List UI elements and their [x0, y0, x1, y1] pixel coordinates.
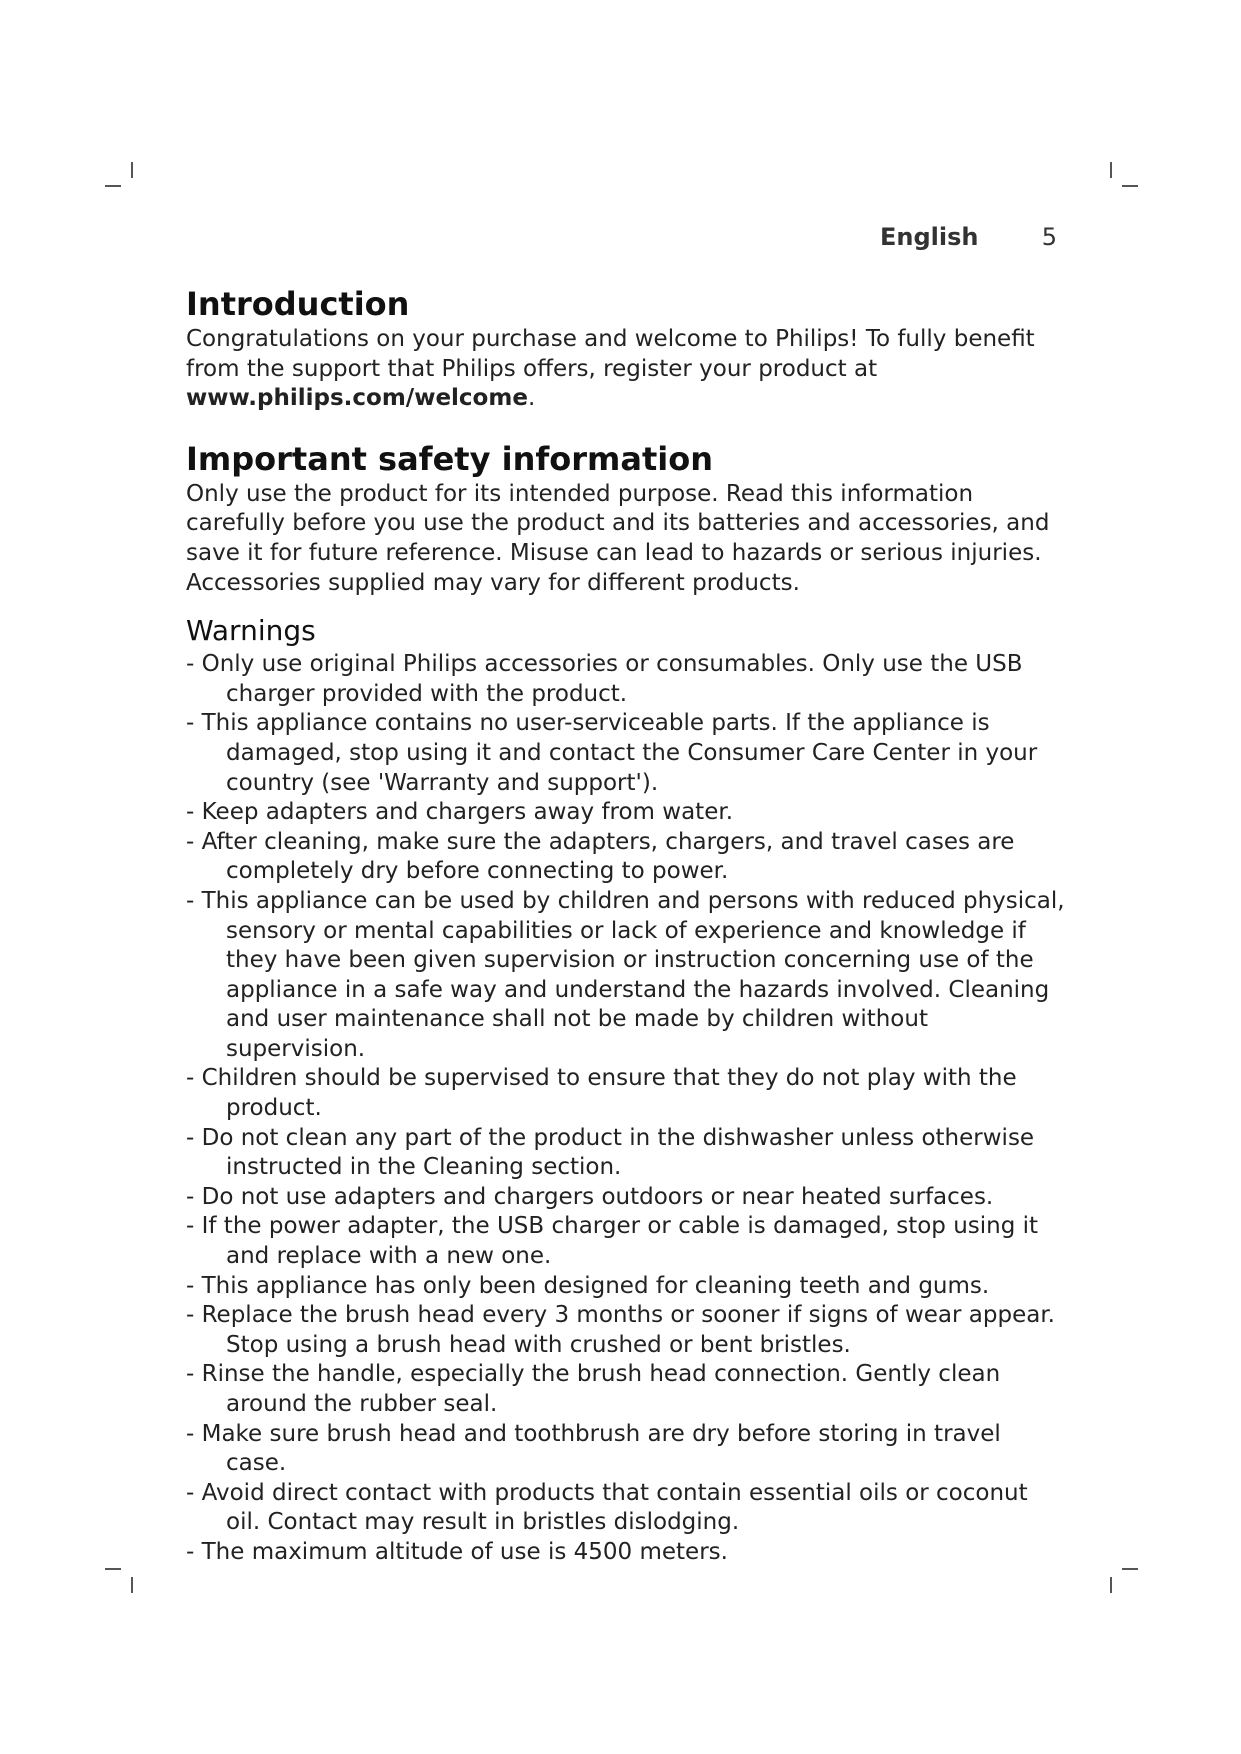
list-item: - Make sure brush head and toothbrush are dry before storing in travel case. [186, 1420, 1001, 1477]
list-item: - Do not use adapters and chargers outdoors or near heated surfaces. [186, 1183, 994, 1210]
list-item: - After cleaning, make sure the adapters, chargers, and travel cases are completely dry before connecting to power. [186, 828, 1015, 885]
crop-mark-bottom-left-v [131, 1577, 133, 1593]
crop-mark-top-left-v [131, 162, 133, 178]
safety-heading: Important safety information [186, 439, 713, 478]
list-item: - Avoid direct contact with products that contain essential oils or coconut oil. Contact may result in bristles dislodging. [186, 1479, 1028, 1536]
page-content [186, 283, 1066, 1568]
page-number: 5 [1041, 223, 1057, 251]
warnings-section [186, 612, 1066, 1567]
list-item: - Do not clean any part of the product in the dishwasher unless otherwise instructed in the Cleaning section. [186, 1124, 1035, 1181]
introduction-body: Congratulations on your purchase and welcome to Philips! To fully benefit from the support that Philips offers, register your product at [186, 326, 1035, 382]
running-header [880, 222, 1060, 252]
introduction-section [186, 283, 1066, 414]
list-item: - Children should be supervised to ensure that they do not play with the product. [186, 1065, 1017, 1122]
list-item: - If the power adapter, the USB charger or cable is damaged, stop using it and replace with a new one. [186, 1213, 1039, 1270]
welcome-link[interactable]: www.philips.com/welcome [186, 385, 528, 412]
list-item: - This appliance has only been designed for cleaning teeth and gums. [186, 1272, 990, 1299]
warnings-list [186, 650, 1066, 1567]
introduction-heading: Introduction [186, 285, 410, 323]
list-item: - This appliance contains no user-serviceable parts. If the appliance is damaged, stop using it and contact the Consumer Care Center in your country (see 'Warranty and support'). [186, 710, 1038, 796]
crop-mark-top-right-h [1122, 185, 1138, 187]
crop-mark-top-right-v [1110, 162, 1112, 178]
safety-paragraph-2: Accessories supplied may vary for different products. [186, 569, 800, 596]
crop-mark-bottom-left-h [105, 1568, 121, 1570]
introduction-text [186, 325, 1066, 414]
safety-paragraph-1: Only use the product for its intended purpose. Read this information carefully before you use the product and its batteries and accessories, and save it for future reference. Misuse can lead to hazards or serious injuries. [186, 480, 1050, 566]
list-item: - Rinse the handle, especially the brush head connection. Gently clean around the rubber seal. [186, 1361, 1001, 1417]
list-item: - Replace the brush head every 3 months or sooner if signs of wear appear. Stop using a brush head with crushed or bent bristles. [186, 1302, 1055, 1358]
safety-section [186, 438, 1066, 598]
list-item: - Only use original Philips accessories or consumables. Only use the USB charger provided with the product. [186, 651, 1023, 707]
crop-mark-top-left-h [105, 185, 121, 187]
crop-mark-bottom-right-v [1110, 1577, 1112, 1593]
list-item: - Keep adapters and chargers away from water. [186, 799, 734, 826]
crop-mark-bottom-right-h [1122, 1568, 1138, 1570]
warnings-heading: Warnings [186, 614, 316, 648]
list-item: - This appliance can be used by children and persons with reduced physical, sensory or mental capabilities or lack of experience and knowledge if they have been given supervision or instruction concerning use of the appliance in a safe way and understand the hazards involved. Cleaning and user maintenance shall not be made by children without supervision. [186, 887, 1065, 1062]
list-item: - The maximum altitude of use is 4500 meters. [186, 1538, 728, 1565]
url-suffix: . [527, 385, 536, 412]
header-language: English [880, 223, 979, 251]
